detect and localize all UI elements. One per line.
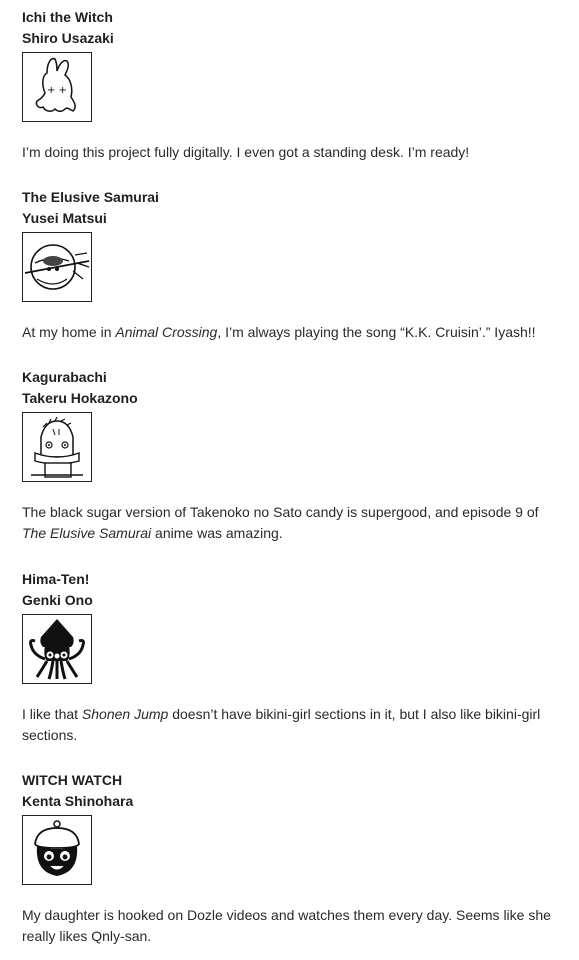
entry-ichi-the-witch	[22, 7, 557, 163]
svg-text:+ +: + +	[47, 85, 67, 96]
bunny-ghost-icon	[23, 53, 91, 121]
author-avatar	[22, 52, 92, 122]
author-comment: My daughter is hooked on Dozle videos and watches them every day. Seems like she really likes Qnly-san.	[22, 907, 551, 944]
author-comment: At my home in Animal Crossing, I’m always playing the song “K.K. Cruisin’.” Iyash!!	[22, 324, 536, 340]
author-avatar	[22, 412, 92, 482]
author-name: Yusei Matsui	[22, 210, 107, 226]
author-name: Kenta Shinohara	[22, 793, 134, 809]
series-title: WITCH WATCH	[22, 772, 123, 788]
series-title: Ichi the Witch	[22, 9, 113, 25]
series-title: Kagurabachi	[22, 369, 107, 385]
squid-icon	[23, 615, 91, 683]
author-avatar	[22, 815, 92, 885]
series-title: Hima-Ten!	[22, 571, 90, 587]
entry-kagurabachi	[22, 367, 557, 544]
author-name: Shiro Usazaki	[22, 30, 114, 46]
author-comment: I’m doing this project fully digitally. I even got a standing desk. I’m ready!	[22, 144, 470, 160]
bearded-man-icon	[23, 413, 91, 481]
author-name: Takeru Hokazono	[22, 390, 138, 406]
entry-elusive-samurai	[22, 187, 557, 343]
author-comment: The black sugar version of Takenoko no Sato candy is supergood, and episode 9 of The Elusive Samurai anime was amazing.	[22, 504, 539, 541]
author-comment: I like that Shonen Jump doesn’t have bikini-girl sections in it, but I also like bikini-girl sections.	[22, 706, 541, 743]
author-avatar	[22, 614, 92, 684]
entry-witch-watch	[22, 770, 557, 947]
skewered-face-icon	[23, 233, 91, 301]
entry-hima-ten	[22, 569, 557, 746]
author-avatar	[22, 232, 92, 302]
author-name: Genki Ono	[22, 592, 93, 608]
acorn-face-icon	[23, 816, 91, 884]
series-title: The Elusive Samurai	[22, 189, 159, 205]
